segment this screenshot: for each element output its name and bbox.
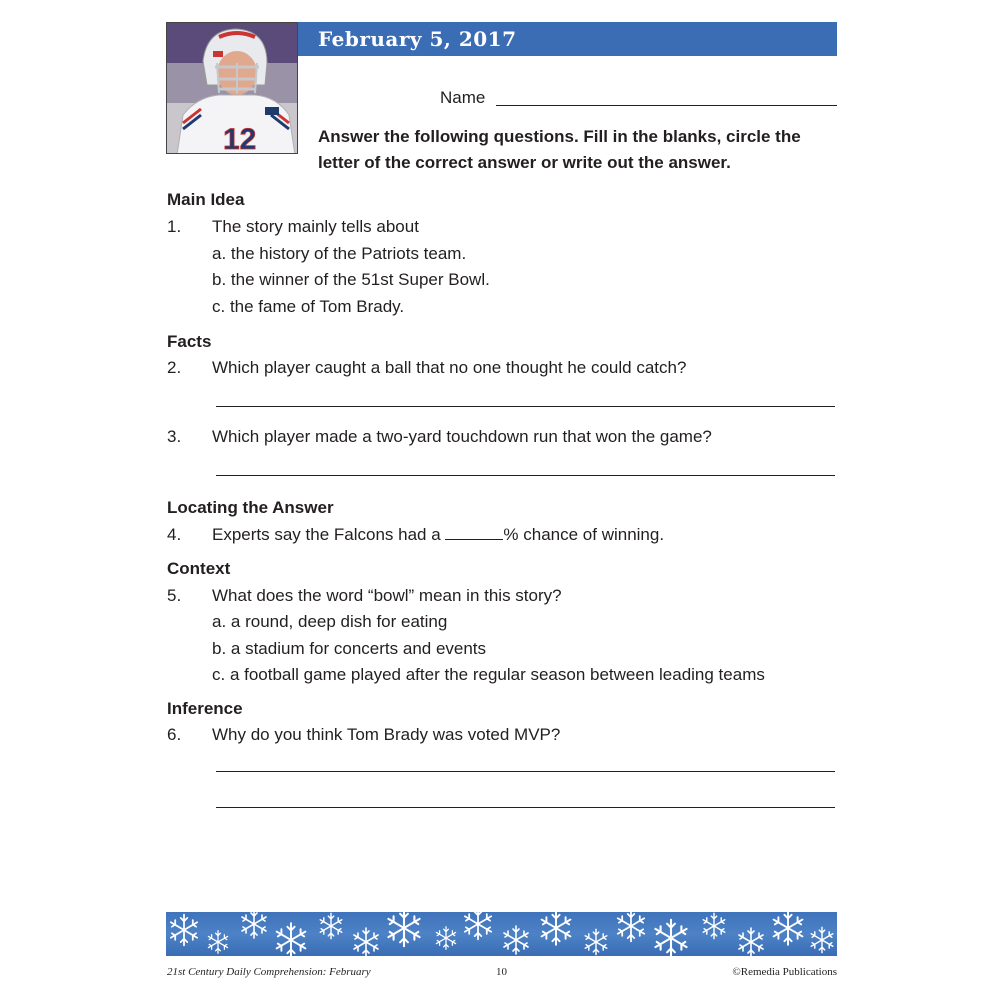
question-text: What does the word “bowl” mean in this story?: [212, 586, 562, 605]
date-banner: February 5, 2017: [298, 22, 837, 56]
section-facts: Facts: [167, 332, 212, 351]
instructions: Answer the following questions. Fill in the blanks, circle the letter of the correct answer or write out the answer.: [318, 127, 801, 172]
answer-line-6b[interactable]: [216, 807, 835, 808]
question-number: 3.: [167, 427, 182, 446]
snowflake-border: [166, 912, 837, 956]
question-number: 6.: [167, 725, 182, 744]
question-number: 5.: [167, 586, 182, 605]
section-context: Context: [167, 559, 231, 578]
player-illustration: [167, 23, 298, 154]
question-text-before: Experts say the Falcons had a: [212, 525, 446, 544]
question-number: 2.: [167, 358, 182, 377]
question-text: Which player caught a ball that no one thought he could catch?: [212, 358, 687, 377]
answer-line-3[interactable]: [216, 475, 835, 476]
section-locating-the-answer: Locating the Answer: [167, 498, 334, 517]
question-text: The story mainly tells about: [212, 217, 419, 236]
option-1a[interactable]: a. the history of the Patriots team.: [212, 244, 467, 263]
footer-publisher: ©Remedia Publications: [732, 966, 837, 978]
footer-book-title: 21st Century Daily Comprehension: February: [167, 966, 371, 978]
page-number: 10: [496, 966, 507, 978]
name-label: Name: [440, 88, 486, 107]
option-1c[interactable]: c. the fame of Tom Brady.: [212, 297, 405, 316]
question-number: 4.: [167, 525, 182, 544]
answer-line-6a[interactable]: [216, 771, 835, 772]
jersey-number: 12: [223, 123, 257, 154]
option-5b[interactable]: b. a stadium for concerts and events: [212, 639, 487, 658]
question-text: Which player made a two-yard touchdown run that won the game?: [212, 427, 712, 446]
answer-line-2[interactable]: [216, 406, 835, 407]
name-field-line[interactable]: [496, 105, 837, 106]
option-1b[interactable]: b. the winner of the 51st Super Bowl.: [212, 270, 490, 289]
snowflake-pattern: [166, 912, 837, 956]
player-photo: [166, 22, 298, 154]
question-text: Why do you think Tom Brady was voted MVP?: [212, 725, 561, 744]
question-number: 1.: [167, 217, 182, 236]
fill-in-blank[interactable]: [445, 525, 503, 540]
option-5c[interactable]: c. a football game played after the regular season between leading teams: [212, 665, 765, 684]
question-text-after: % chance of winning.: [503, 525, 665, 544]
question-text: [212, 525, 664, 545]
option-5a[interactable]: a. a round, deep dish for eating: [212, 612, 448, 631]
section-main-idea: Main Idea: [167, 190, 245, 209]
section-inference: Inference: [167, 699, 243, 718]
